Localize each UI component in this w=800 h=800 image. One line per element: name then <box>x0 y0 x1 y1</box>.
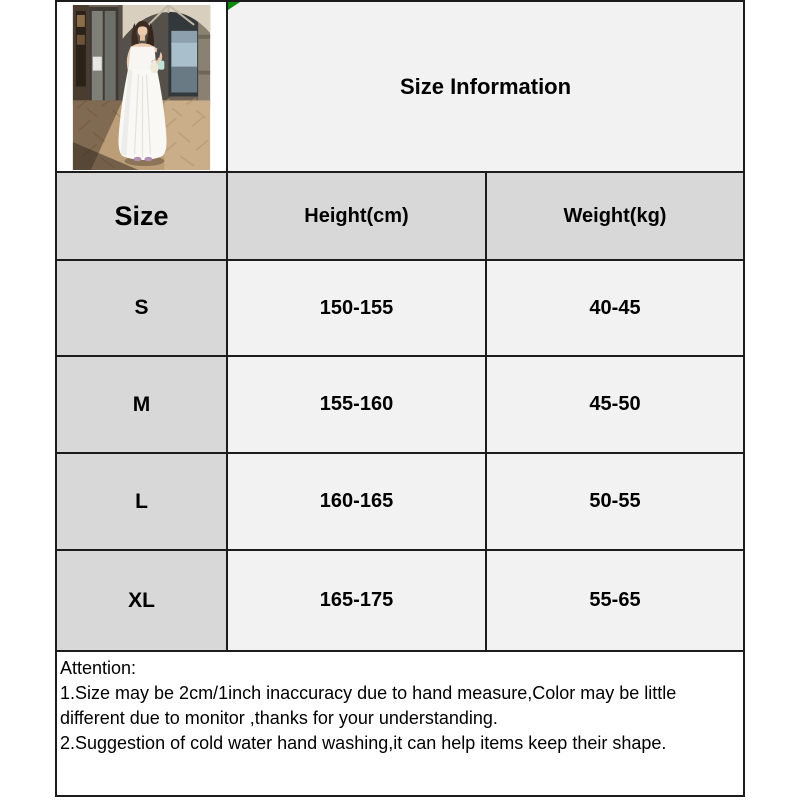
size-label-xl: XL <box>57 551 228 652</box>
column-header-height: Height(cm) <box>228 173 487 261</box>
weight-value-xl: 55-65 <box>487 551 743 652</box>
size-label-s: S <box>57 261 228 357</box>
weight-value-l: 50-55 <box>487 454 743 551</box>
weight-value-s: 40-45 <box>487 261 743 357</box>
column-header-size: Size <box>57 173 228 261</box>
column-header-weight: Weight(kg) <box>487 173 743 261</box>
product-photo <box>72 5 211 170</box>
product-photo-cell <box>57 2 228 173</box>
size-table <box>55 0 745 797</box>
height-value-xl: 165-175 <box>228 551 487 652</box>
weight-value-m: 45-50 <box>487 357 743 454</box>
page-title: Size Information <box>399 73 572 99</box>
height-value-l: 160-165 <box>228 454 487 551</box>
size-information-title-cell <box>228 2 743 173</box>
height-value-m: 155-160 <box>228 357 487 454</box>
height-value-s: 150-155 <box>228 261 487 357</box>
attention-line-3: 2.Suggestion of cold water hand washing,it can help items keep their shape. <box>60 733 667 753</box>
size-label-m: M <box>57 357 228 454</box>
attention-line-1: 1.Size may be 2cm/1inch inaccuracy due to hand measure,Color may be little <box>60 683 677 703</box>
green-corner-marker-icon <box>228 2 240 10</box>
attention-line-2: different due to monitor ,thanks for your understanding. <box>60 708 498 728</box>
attention-note <box>57 652 743 795</box>
size-label-l: L <box>57 454 228 551</box>
attention-heading: Attention: <box>60 658 137 678</box>
